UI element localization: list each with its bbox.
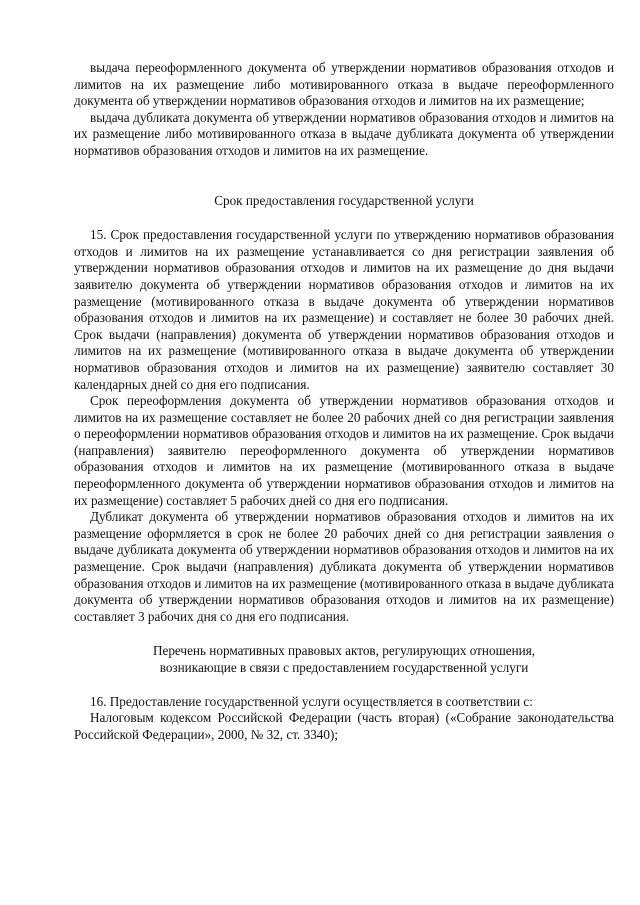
section-heading-legal-acts [74, 643, 614, 676]
paragraph-reissue: выдача переоформленного документа об утверждении нормативов образования отходов и лимитов на их размещение либо мотивированного отказа в выдаче переоформленного документа об утверждении нормативов образования отходов и лимитов на их размещение; [74, 60, 614, 109]
paragraph-15-duplicate-term: Дубликат документа об утверждении нормативов образования отходов и лимитов на их размещение оформляется в срок не более 20 рабочих дней со дня регистрации заявления о выдаче дубликата документа об утверждении нормативов образования отходов и лимитов на их размещение. Срок выдачи (направления) дубликата документа об утверждении нормативов образования отходов и лимитов на их размещение (мотивированного отказа в выдаче дубликата документа об утверждении нормативов образования отходов и лимитов на их размещение) составляет 3 рабочих дня со дня его подписания. [74, 509, 614, 624]
paragraph-16: 16. Предоставление государственной услуги осуществляется в соответствии с: [90, 693, 533, 709]
paragraph-15: 15. Срок предоставления государственной услуги по утверждению нормативов образования отходов и лимитов на их размещение устанавливается со дня регистрации заявления об утверждении нормативов образования отходов и лимитов на их размещение до дня выдачи заявителю документа об утверждении нормативов образования отходов и лимитов на их размещение (мотивированного отказа в выдаче документа об утверждении нормативов образования отходов и лимитов на их размещение) и составляет не более 30 рабочих дней. Срок выдачи (направления) документа об утверждении нормативов образования отходов и лимитов на их размещение (мотивированного отказа в выдаче документа об утверждении нормативов образования отходов и лимитов на их размещение) заявителю составляет 30 календарных дней со дня его подписания. [74, 227, 614, 392]
section-heading-legal-acts-line1: Перечень нормативных правовых актов, регулирующих отношения, [152, 643, 536, 659]
paragraph-duplicate: выдача дубликата документа об утверждении нормативов образования отходов и лимитов на их размещение либо мотивированного отказа в выдаче дубликата документа об утверждении нормативов образования отходов и лимитов на их размещение. [74, 109, 614, 158]
paragraph-16-tax-code: Налоговым кодексом Российской Федерации (часть вторая) («Собрание законодательства Российской Федерации», 2000, № 32, ст. 3340); [74, 710, 614, 742]
section-heading-term: Срок предоставления государственной услуги [214, 192, 474, 208]
paragraph-15-reissue-term: Срок переоформления документа об утверждении нормативов образования отходов и лимитов на их размещение составляет не более 20 рабочих дней со дня регистрации заявления о переоформлении нормативов образования отходов и лимитов на их размещение. Срок выдачи (направления) заявителю переоформленного документа об утверждении нормативов образования отходов и лимитов на их размещение (мотивированного отказа в выдаче переоформленного документа об утверждении нормативов образования отходов и лимитов на их размещение) составляет 5 рабочих дней со дня его подписания. [74, 393, 614, 508]
section-heading-legal-acts-line2: возникающие в связи с предоставлением государственной услуги [159, 660, 529, 675]
document-page [74, 60, 614, 743]
